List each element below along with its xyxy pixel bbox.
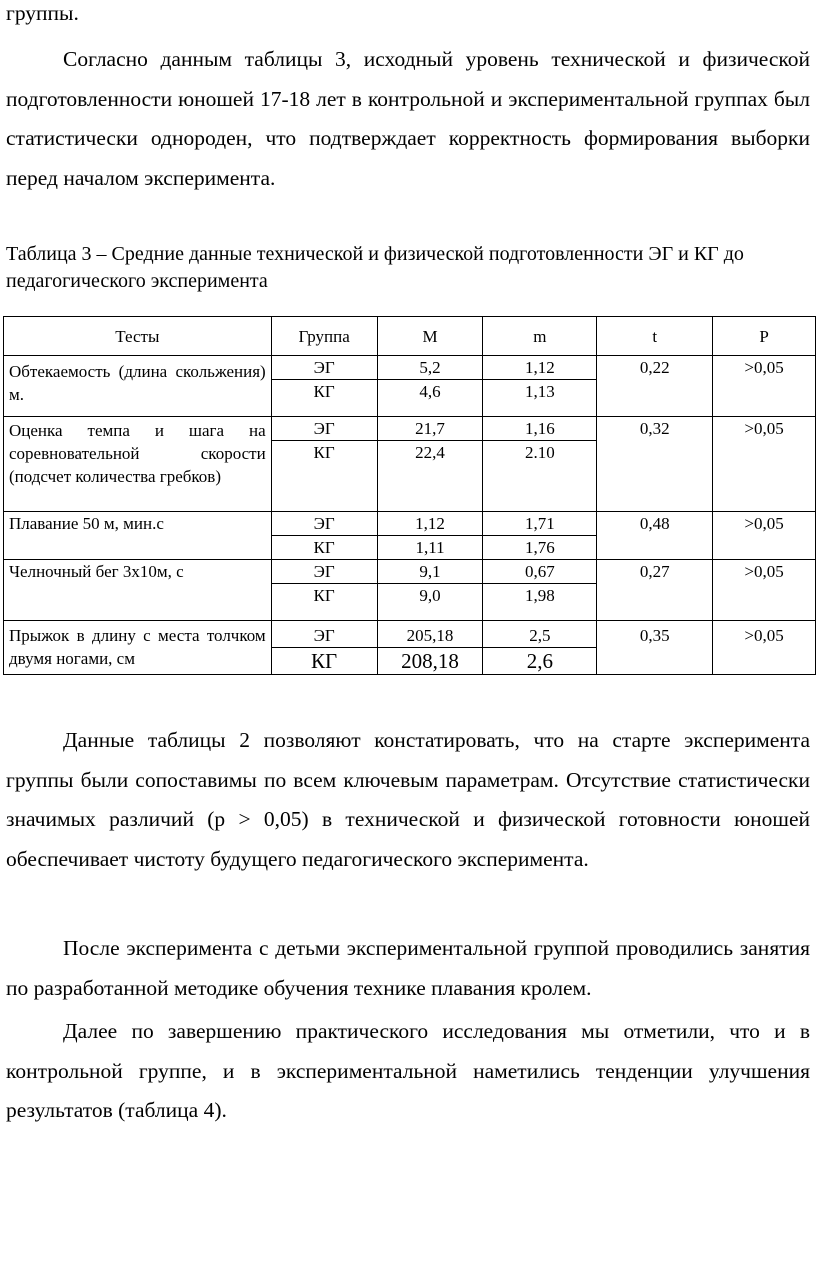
m-cell: 0,67 — [483, 560, 597, 584]
t-cell: 0,27 — [597, 560, 713, 621]
t-cell: 0,48 — [597, 512, 713, 560]
t-cell: 0,32 — [597, 417, 713, 512]
group-cell: ЭГ — [271, 512, 377, 536]
m-cell: 1,16 — [483, 417, 597, 441]
group-cell: ЭГ — [271, 356, 377, 380]
M-cell: 4,6 — [377, 380, 483, 417]
M-cell: 9,0 — [377, 584, 483, 621]
table-header-row — [4, 317, 816, 356]
m-cell: 1,76 — [483, 536, 597, 560]
group-cell: КГ — [271, 536, 377, 560]
paragraph-fragment: группы. — [6, 1, 79, 25]
paragraph-3: После эксперимента с детьми экспериментальной группой проводились занятия по разработанной методике обучения технике плавания кролем. — [6, 936, 810, 1000]
paragraph-1: Согласно данным таблицы 3, исходный уровень технической и физической подготовленности юношей 17-18 лет в контрольной и экспериментальной группах был статистически однороден, что подтверждает корректность формирования выборки перед началом эксперимента. — [6, 47, 810, 190]
t-cell: 0,35 — [597, 621, 713, 675]
p-cell: >0,05 — [713, 512, 816, 560]
test-name: Плавание 50 м, мин.с — [4, 512, 272, 560]
m-cell: 1,71 — [483, 512, 597, 536]
test-name: Оценка темпа и шага на соревновательной скорости (подсчет количества гребков) — [4, 417, 272, 512]
m-cell: 1,98 — [483, 584, 597, 621]
paragraph-4: Далее по завершению практического исследования мы отметили, что и в контрольной группе, и в экспериментальной наметились тенденции улучшения результатов (таблица 4). — [6, 1019, 810, 1122]
group-cell: ЭГ — [271, 621, 377, 648]
M-cell: 9,1 — [377, 560, 483, 584]
table-row — [4, 417, 816, 441]
m-cell: 1,12 — [483, 356, 597, 380]
M-cell: 1,12 — [377, 512, 483, 536]
results-table — [3, 316, 816, 675]
header-P: P — [713, 317, 816, 356]
paragraph-2: Данные таблицы 2 позволяют констатировать, что на старте эксперимента группы были сопоставимы по всем ключевым параметрам. Отсутствие статистически значимых различий (p > 0,05) в технической и физической готовности юношей обеспечивает чистоту будущего педагогического эксперимента. — [6, 728, 810, 871]
m-cell: 2,6 — [483, 648, 597, 675]
header-m: m — [483, 317, 597, 356]
M-cell: 22,4 — [377, 441, 483, 512]
M-cell: 1,11 — [377, 536, 483, 560]
M-cell: 5,2 — [377, 356, 483, 380]
M-cell: 21,7 — [377, 417, 483, 441]
header-t: t — [597, 317, 713, 356]
group-cell: КГ — [271, 648, 377, 675]
M-cell: 208,18 — [377, 648, 483, 675]
p-cell: >0,05 — [713, 417, 816, 512]
test-name: Обтекаемость (длина скольжения) м. — [4, 356, 272, 417]
group-cell: КГ — [271, 380, 377, 417]
table-caption: Таблица 3 – Средние данные технической и физической подготовленности ЭГ и КГ до педагогического эксперимента — [6, 243, 744, 292]
group-cell: КГ — [271, 584, 377, 621]
test-name: Прыжок в длину с места толчком двумя ногами, см — [4, 621, 272, 675]
header-M: M — [377, 317, 483, 356]
t-cell: 0,22 — [597, 356, 713, 417]
m-cell: 2.10 — [483, 441, 597, 512]
test-name: Челночный бег 3х10м, с — [4, 560, 272, 621]
group-cell: ЭГ — [271, 417, 377, 441]
header-tests: Тесты — [4, 317, 272, 356]
p-cell: >0,05 — [713, 560, 816, 621]
M-cell: 205,18 — [377, 621, 483, 648]
m-cell: 2,5 — [483, 621, 597, 648]
table-row — [4, 621, 816, 648]
m-cell: 1,13 — [483, 380, 597, 417]
table-row — [4, 560, 816, 584]
table-row — [4, 512, 816, 536]
header-group: Группа — [271, 317, 377, 356]
group-cell: ЭГ — [271, 560, 377, 584]
p-cell: >0,05 — [713, 356, 816, 417]
group-cell: КГ — [271, 441, 377, 512]
table-row — [4, 356, 816, 380]
p-cell: >0,05 — [713, 621, 816, 675]
